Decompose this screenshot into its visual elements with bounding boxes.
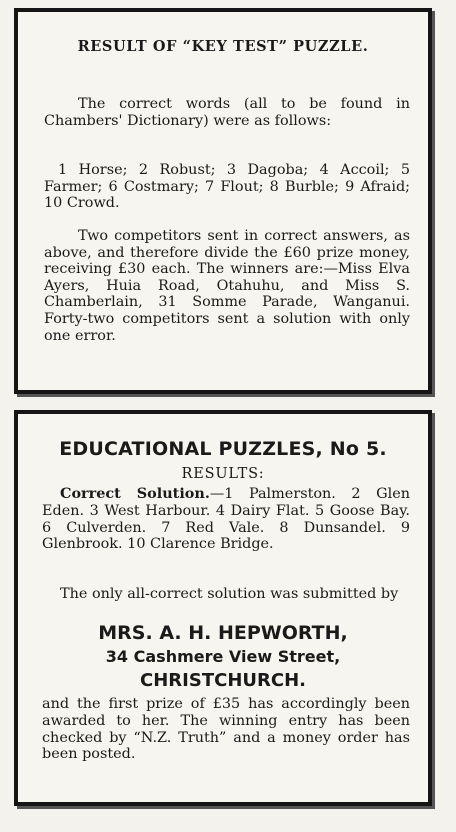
key-test-title: RESULT OF “KEY TEST” PUZZLE. <box>77 38 369 55</box>
winner-city: CHRISTCHURCH. <box>140 670 306 691</box>
key-test-intro: The correct words (all to be found in Chambers' Dictionary) were as follows: <box>44 96 410 129</box>
correct-solution-label: Correct Solution. <box>60 485 210 502</box>
winner-address: 34 Cashmere View Street, <box>105 647 341 666</box>
key-test-result-box <box>14 8 432 394</box>
educational-puzzles-title: EDUCATIONAL PUZZLES, No 5. <box>59 438 387 460</box>
award-text: and the first prize of £35 has accordingly been awarded to her. The winning entry has been checked by “N.Z. Truth” and a money order has been posted. <box>42 696 410 763</box>
correct-solution-text: —1 Palmerston. 2 Glen Eden. 3 West Harbour. 4 Dairy Flat. 5 Goose Bay. 6 Culverden. 7 Red Vale. 8 Dunsandel. 9 Glenbrook. 10 Clarence Bridge. <box>42 486 410 553</box>
results-heading: RESULTS: <box>181 466 265 482</box>
educational-puzzles-box <box>14 410 432 806</box>
winner-name: MRS. A. H. HEPWORTH, <box>98 622 348 644</box>
only-solution-text: The only all-correct solution was submitted by <box>60 586 399 602</box>
key-test-winners: Two competitors sent in correct answers, as above, and therefore divide the £60 prize money, receiving £30 each. The winners are:—Miss Elva Ayers, Huia Road, Otahuhu, and Miss S. Chamberlain, 31 Somme Parade, Wanganui. Forty-two competitors sent a solution with only one error. <box>44 228 410 344</box>
key-test-answers: 1 Horse; 2 Robust; 3 Dagoba; 4 Accoil; 5 Farmer; 6 Costmary; 7 Flout; 8 Burble; 9 Afraid; 10 Crowd. <box>44 162 410 212</box>
correct-solution-paragraph <box>42 486 410 553</box>
